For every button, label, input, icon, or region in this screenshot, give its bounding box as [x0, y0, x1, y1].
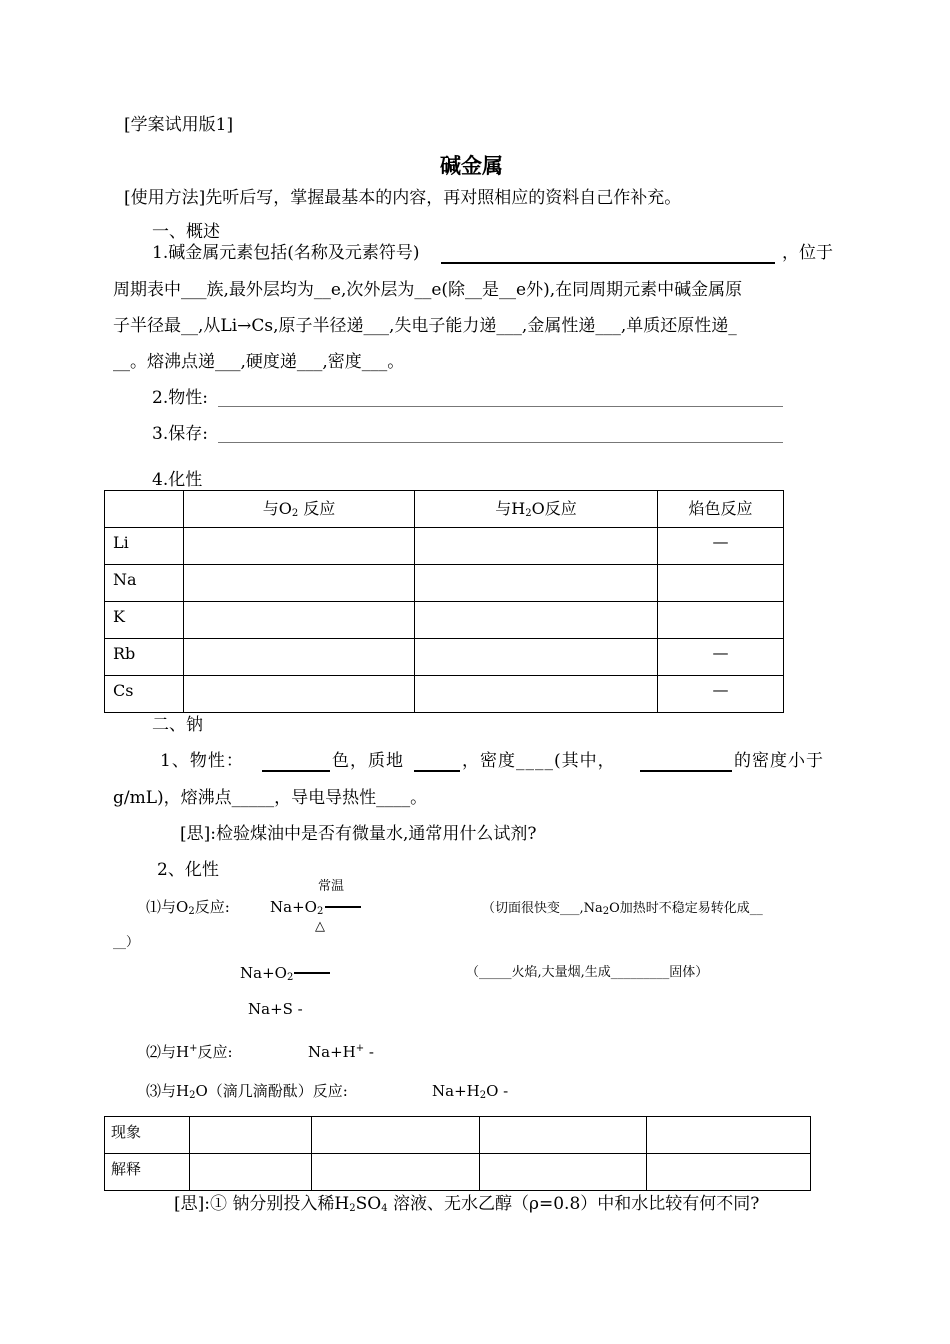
element-cell-na: Na	[105, 565, 184, 602]
element-cell-cs: Cs	[105, 676, 184, 713]
item1-line3: 子半径最__,从Li→Cs,原子半径递___,失电子能力递___,金属性递___,单质还原性递_	[113, 316, 737, 336]
think-question-2: [思]:① 钠分别投入稀$H_2SO_4$ 溶液、无水乙醇（ρ=0.8）中和水比较有何不同?	[174, 1194, 760, 1214]
table-row	[105, 676, 784, 713]
table-row	[105, 639, 784, 676]
table-row	[105, 1154, 811, 1191]
o2-reaction-label: ⑴与$O_2$反应:	[146, 898, 230, 917]
texture-blank[interactable]	[414, 770, 460, 772]
element-cell-li: Li	[105, 528, 184, 565]
h-equation: Na+H+ -	[308, 1043, 374, 1061]
rb-flame-cell[interactable]: —	[658, 639, 784, 676]
k-flame-cell[interactable]	[658, 602, 784, 639]
version-label: [学案试用版1]	[124, 115, 234, 135]
h-reaction-label: ⑵与H+反应:	[146, 1043, 233, 1061]
item1-text-a: 1.碱金属元素包括(名称及元素符号)	[152, 243, 420, 263]
li-flame-cell[interactable]: —	[658, 528, 784, 565]
item1-line2: 周期表中___族,最外层均为__e,次外层为__e(除__是__e外),在同周期元素中碱金属原	[113, 280, 743, 300]
o2-note-1: （切面很快变$\_\_\_,Na_2O$加热时不稳定易转化成__	[482, 901, 763, 917]
o2-note-1-cont: __）	[113, 935, 140, 950]
li-o2-cell[interactable]	[184, 528, 415, 565]
page-title: 碱金属	[440, 154, 503, 178]
explanation-cell-2[interactable]	[312, 1154, 480, 1191]
na-h2o-cell[interactable]	[415, 565, 658, 602]
usage-instructions: [使用方法]先听后写，掌握最基本的内容，再对照相应的资料自己作补充。	[124, 188, 682, 208]
reaction-arrow-2	[294, 972, 330, 974]
table-row	[105, 528, 784, 565]
table-header-row	[105, 491, 784, 528]
table-header-flame: 焰色反应	[658, 491, 784, 528]
phys-line2: g/mL)，熔沸点_____，导电导热性____。	[113, 788, 428, 808]
rb-o2-cell[interactable]	[184, 639, 415, 676]
explanation-label: 解释	[105, 1154, 190, 1191]
phys-text-d: 的密度小于	[734, 751, 824, 771]
item1-line4: __。熔沸点递___,硬度递___,密度___。	[113, 352, 405, 372]
phenomenon-cell-3[interactable]	[480, 1117, 647, 1154]
o2-equation-2: $Na+O_2$	[240, 964, 294, 983]
item4-label: 4.化性	[152, 470, 203, 490]
na-o2-cell[interactable]	[184, 565, 415, 602]
condition-heat: △	[315, 919, 325, 934]
rb-h2o-cell[interactable]	[415, 639, 658, 676]
density-blank[interactable]	[640, 770, 732, 772]
na-flame-cell[interactable]	[658, 565, 784, 602]
item2-blank[interactable]	[218, 406, 783, 407]
element-cell-rb: Rb	[105, 639, 184, 676]
table-row	[105, 602, 784, 639]
phenomenon-label: 现象	[105, 1117, 190, 1154]
s-equation: Na+S -	[248, 1000, 303, 1018]
item3-label: 3.保存:	[152, 424, 208, 444]
cs-h2o-cell[interactable]	[415, 676, 658, 713]
item1-blank[interactable]	[441, 262, 775, 264]
think-question-1: [思]:检验煤油中是否有微量水,通常用什么试剂?	[180, 824, 537, 844]
phys-text-c: ，密度____(其中，	[462, 751, 616, 771]
o2-equation-1: $Na+O_2$	[270, 898, 324, 917]
li-h2o-cell[interactable]	[415, 528, 658, 565]
chem-properties-table	[104, 490, 784, 713]
table-row	[105, 565, 784, 602]
phys-text-a: 1、物性：	[160, 751, 244, 771]
o2-note-2: （_____火焰,大量烟,生成_________固体）	[466, 965, 709, 980]
h2o-observation-table	[104, 1116, 811, 1191]
explanation-cell-3[interactable]	[480, 1154, 647, 1191]
h2o-reaction-label: ⑶与$H_2O$（滴几滴酚酞）反应:	[146, 1082, 348, 1101]
section1-heading: 一、概述	[152, 222, 220, 242]
phys-text-b: 色，质地	[332, 751, 404, 771]
explanation-cell-1[interactable]	[190, 1154, 312, 1191]
explanation-cell-4[interactable]	[647, 1154, 811, 1191]
phenomenon-cell-4[interactable]	[647, 1117, 811, 1154]
phenomenon-cell-1[interactable]	[190, 1117, 312, 1154]
table-row	[105, 1117, 811, 1154]
k-h2o-cell[interactable]	[415, 602, 658, 639]
chem-heading: 2、化性	[157, 860, 219, 880]
reaction-arrow-1	[325, 906, 361, 908]
color-blank[interactable]	[262, 770, 330, 772]
item3-blank[interactable]	[218, 442, 783, 443]
element-cell-k: K	[105, 602, 184, 639]
item2-label: 2.物性:	[152, 388, 208, 408]
table-header-empty	[105, 491, 184, 528]
section2-heading: 二、钠	[152, 715, 203, 735]
condition-room-temp: 常温	[318, 879, 345, 894]
table-header-o2: 与$O_2$ 反应	[184, 491, 415, 528]
h2o-equation: $Na+H_2O$ -	[432, 1082, 509, 1101]
table-header-h2o: 与$H_2O$反应	[415, 491, 658, 528]
cs-o2-cell[interactable]	[184, 676, 415, 713]
item1-text-b: ，位于	[782, 243, 833, 263]
k-o2-cell[interactable]	[184, 602, 415, 639]
phenomenon-cell-2[interactable]	[312, 1117, 480, 1154]
cs-flame-cell[interactable]: —	[658, 676, 784, 713]
